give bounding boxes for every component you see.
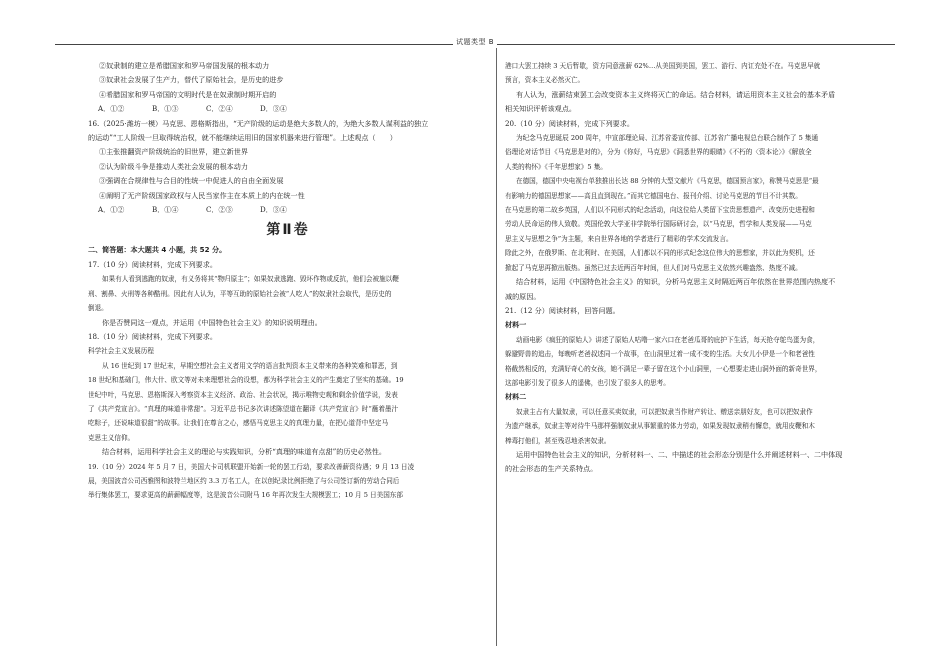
m1-line2: 躲避野兽的追击，每晚听老爸叔述同一个故事，在山洞里过着一成不变的生活。大女儿小伊是一个和老爸性 (505, 350, 815, 359)
q19-stem-line1: 19.（10 分）2024 年 5 月 7 日，美国大卡司机联盟开始新一轮的罢工行动，要求改善薪资待遇；9 月 13 日凌 (88, 462, 415, 471)
column-divider (496, 48, 497, 646)
q15-item-2: ②奴隶制的建立是希腊国家和罗马帝国发展的根本动力 (99, 61, 270, 70)
q21-question-line2: 的社会形态的生产关系特点。 (505, 464, 598, 474)
left-column (88, 59, 488, 503)
q19-cont-line2: 预言，资本主义必然灭亡。 (505, 76, 585, 85)
q15-item-4: ④希腊国家和罗马帝国的文明时代是在奴隶制时期开启的 (99, 89, 277, 99)
q20-p2-line1: 在德国，德国中央电视台单独推出长达 88 分钟的大型文献片《马克思，德国预言家》，称赞马克思是“最 (516, 177, 819, 186)
q20-p4-line2: 掀起了马克思再掀出版热。虽然已过去近两百年时间，但人们对马克思主义依然兴趣盎然、热度不减。 (505, 263, 802, 272)
q19-cont-line1: 港口大罢工持续 3 天后暂歇，资方同意涨薪 62%…从美国到美国，罢工、游行、内讧充处不在。马克思早就 (505, 62, 821, 70)
q17-question: 你是否赞同这一观点，并运用《中国特色社会主义》的知识说明理由。 (102, 317, 322, 327)
q15-option-b[interactable]: B．①③ (152, 104, 179, 114)
q16-item-2: ②认为阶级斗争是推动人类社会发展的根本动力 (99, 161, 248, 171)
q19-stem-line3: 举行集体罢工，要求更高的薪薪幅度等，这是波音公司附马 16 年再次发生大规模罢工；10 月 5 日美国东部 (88, 491, 403, 500)
q20-p1-line3: 人类的构怀》《千年思想家》5 集。 (505, 162, 607, 171)
section-heading: 二、简答题：本大题共 4 小题，共 52 分。 (88, 245, 227, 255)
q17-material-line3: 倒退。 (88, 304, 108, 313)
q16-option-b[interactable]: B．①④ (152, 205, 179, 215)
q18-material-line4: 了《共产党宣言》。“真理的味道非常甜”。习近平总书记多次讲述陈望道在翻译《共产党宣言》时“蘸着墨汁 (88, 404, 399, 413)
q16-item-1: ①主张推翻资产阶级统治的旧世界，建立新世界 (99, 147, 248, 157)
q18-subtitle: 科学社会主义发展历程 (88, 347, 154, 356)
m1-line3: 格截然相反的，充满好奇心的女孩，她不满足一辈子留在这个小山洞里，一心想要走进山洞外面的新奇世界， (505, 364, 822, 373)
m2-line1: 奴隶主占有大量奴隶，可以任意买卖奴隶，可以把奴隶当作财产转让、赠送亲朋好友，也可以把奴隶作 (516, 407, 813, 416)
q19-question-line2: 相关知识评析该观点。 (505, 104, 576, 114)
q18-material-line5: 吃粽子，还说味道很甜”的故事。让我们在尊言之心，感悟马克思主义的真理力量，在把心道背中坚定马 (88, 419, 389, 428)
q18-material-line2: 18 世纪和基础门，伟大什、欧文等对未来理想社会的设想，都为科学社会主义的产生奠定了坚实的基础。19 (88, 376, 404, 385)
q20-p3-line3: 思主义与思想之争”为主题，来自世界各地的学者进行了精彩的学术交流发言。 (505, 234, 733, 243)
m2-line2: 为遗产继承，奴隶主等对待牛马那样强制奴隶从事繁重的体力劳动，如果发现奴隶稍有懈怠，就用皮鞭和木 (505, 422, 815, 431)
q16-stem-line2: 的运动”“工人阶级一旦取得统治权，就不能继续运用旧的国家机器来进行管理”。上述观点（ ） (88, 133, 397, 143)
q20-p1-line2: 俗理论对话节目《马克思是对的》，分为《你好，马克思》《洞悉世界的眼睛》《不朽的〈资本论〉》《解放全 (505, 148, 812, 157)
q20-question-line2: 减的原因。 (505, 291, 541, 301)
q16-stem-line1: 16.（2025·潍坊一模）马克思、恩格斯指出，“无产阶级的运动是绝大多数人的，为绝大多数人谋利益的独立 (88, 118, 429, 128)
q16-option-d[interactable]: D．③④ (260, 205, 287, 215)
m1-line1: 动画电影《疯狂的原始人》讲述了原始人咕噜一家六口在老爸瓜哥的庇护下生活，每天抢夺鸵鸟蛋为食， (516, 335, 820, 344)
right-column (505, 59, 894, 477)
q20-p1-line1: 为纪念马克思诞辰 200 周年，中宣部理论局、江苏省委宣传部、江苏省广播电视总台联合制作了 5 集通 (516, 134, 819, 143)
q16-option-a[interactable]: A．①② (98, 205, 125, 215)
header-rule-right (497, 44, 895, 45)
material-1-label: 材料一 (505, 320, 527, 330)
q15-option-d[interactable]: D．③④ (260, 104, 287, 114)
q18-material-line6: 克思主义信仰。 (88, 433, 135, 442)
q17-heading: 17.（10 分）阅读材料，完成下列要求。 (88, 259, 217, 269)
q18-material-line3: 世纪中叶，马克思、恩格斯深入考察资本主义经济、政治、社会状况，揭示唯物史观和剩余价值学说，发表 (88, 390, 398, 399)
q18-material-line1: 从 16 世纪到 17 世纪末，早期空想社会主义者用文学的语言批判资本主义带来的各种笑难和罪恶，到 (102, 361, 398, 370)
q17-material-line1: 如果有人看到逃跑的奴隶，有义务将其“物归原主”；如果奴隶逃跑、毁坏作物或反抗，他们会被施以鞭 (102, 275, 399, 284)
q18-question: 结合材料，运用科学社会主义的理论与实践知识，分析“真理的味道有点甜”的历史必然性。 (102, 447, 386, 457)
q20-p3-line2: 劳动人民命运的伟人致敬。英国伦敦大学亚非学院举行国际研讨会，以“马克思，哲学和人类发展——马克 (505, 220, 812, 229)
q21-question-line1: 运用中国特色社会主义的知识，分析材料一、二、中描述的社会形态分别是什么并阐述材料一、二中体现 (516, 449, 843, 459)
volume-title: 第Ⅱ卷 (266, 222, 310, 239)
material-2-label: 材料二 (505, 392, 527, 402)
q15-option-c[interactable]: C．②④ (206, 104, 233, 114)
m1-line4: 这部电影引发了很多人的遥佛，也引发了很多人的思考。 (505, 378, 670, 387)
q20-heading: 20.（10 分）阅读材料，完成下列要求。 (505, 118, 634, 128)
q15-item-3: ③奴隶社会发展了生产力，替代了原始社会，是历史的进步 (99, 75, 284, 85)
q20-p4-line1: 除此之外，在俄罗斯、在北利时、在美国，人们都以不同的形式纪念这位伟大的思想家，并以此为契机，还 (505, 249, 815, 258)
q16-options (88, 203, 488, 217)
q16-item-4: ④阐明了无产阶级国家政权与人民当家作主在本质上的内在统一性 (99, 190, 305, 200)
q19-question-line1: 有人认为，涨薪结束罢工会改变资本主义终将灭亡的命运。结合材料，请运用资本主义社会的基本矛盾 (516, 89, 836, 99)
header-title: 试题类型 B (455, 38, 495, 46)
q20-p2-line2: 有影响力的德国思想家——高且直到现在。”而其它德国电台、报刊介绍、讨论马克思的节目不计其数。 (505, 191, 802, 200)
q21-heading: 21.（12 分）阅读材料，回答问题。 (505, 305, 620, 315)
q20-question-line1: 结合材料，运用《中国特色社会主义》的知识，分析马克思主义时隔近两百年依然在世界范围内热度不 (516, 277, 836, 287)
q15-option-a[interactable]: A．①② (98, 104, 125, 114)
q17-material-line2: 刑、割鼻、火刑等各种酷刑。因此有人认为，平等互助的原始社会被“人吃人”的奴隶社会取代，是历史的 (88, 289, 392, 298)
q19-stem-line2: 晨，美国波音公司西雅图和波特兰地区约 3.3 万名工人，在以创纪录比例拒绝了与公司签订新的劳动合同后 (88, 476, 400, 485)
q16-option-c[interactable]: C．②③ (206, 205, 233, 215)
m2-line3: 棒毒打他们，甚至残忍地杀害奴隶。 (505, 436, 611, 445)
q15-options (88, 102, 488, 116)
q20-p3-line1: 在马克思的第二故乡英国，人们以不同形式的纪念活动，向这位给人类留下宝贵思想遗产、改变历史进程和 (505, 206, 815, 215)
q18-heading: 18.（10 分）阅读材料，完成下列要求。 (88, 331, 217, 341)
q16-item-3: ③强调在合规律性与合目的性统一中促进人的自由全面发展 (99, 176, 284, 186)
